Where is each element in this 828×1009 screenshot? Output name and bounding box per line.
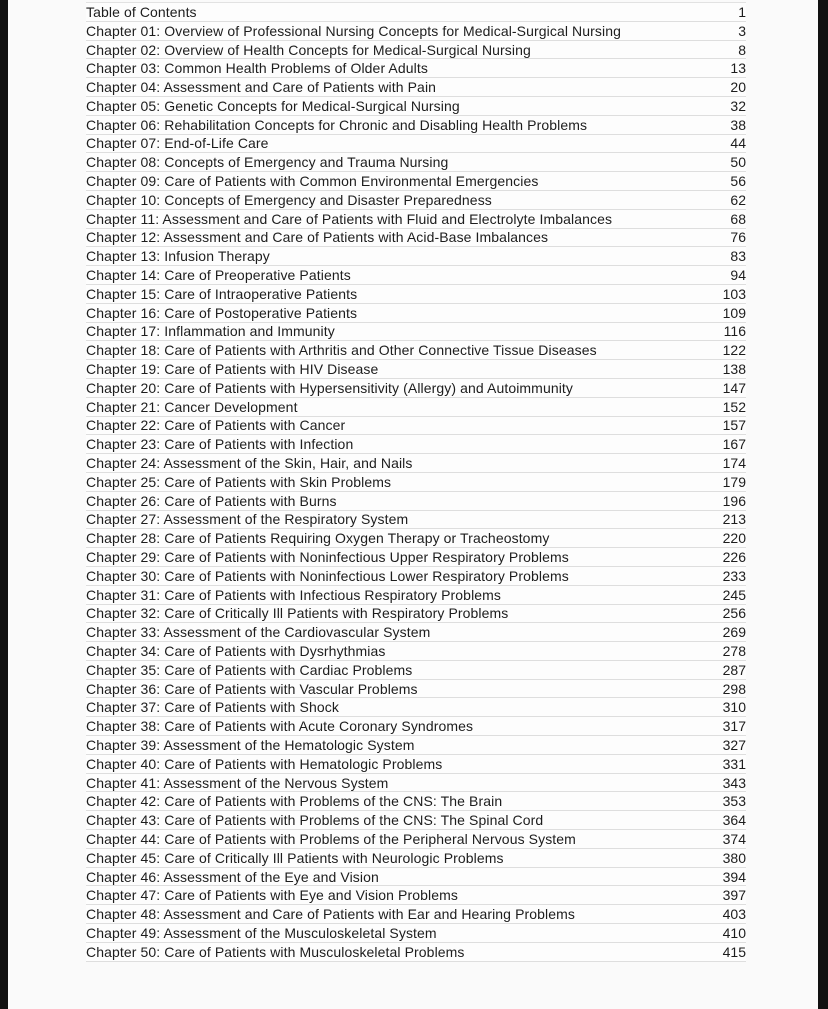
toc-entry-label: Chapter 09: Care of Patients with Common Environmental Emergencies [86,173,539,190]
toc-entry-page: 1 [738,3,746,20]
toc-entry-label: Chapter 20: Care of Patients with Hypersensitivity (Allergy) and Autoimmunity [86,379,574,396]
toc-entry-label: Chapter 07: End-of-Life Care [86,135,269,152]
toc-row [86,905,746,924]
toc-row [86,247,746,266]
toc-page [8,0,818,1009]
toc-row [86,304,746,323]
toc-entry-page: 394 [722,868,746,885]
toc-row [86,511,746,530]
toc-entry-label: Chapter 44: Care of Patients with Problems of the Peripheral Nervous System [86,830,576,847]
toc-entry-label: Chapter 35: Care of Patients with Cardiac Problems [86,661,413,678]
toc-entry-label: Chapter 19: Care of Patients with HIV Disease [86,361,379,378]
toc-row [86,868,746,887]
toc-entry-page: 147 [722,379,746,396]
toc-row [86,661,746,680]
toc-entry-label: Chapter 30: Care of Patients with Noninfectious Lower Respiratory Problems [86,567,569,584]
toc-row [86,191,746,210]
toc-entry-page: 44 [730,135,746,152]
toc-row [86,849,746,868]
toc-row [86,886,746,905]
toc-entry-page: 310 [722,699,746,716]
toc-entry-label: Chapter 32: Care of Critically Ill Patients with Respiratory Problems [86,605,509,622]
toc-entry-page: 233 [722,567,746,584]
toc-row [86,623,746,642]
toc-entry-label: Chapter 33: Assessment of the Cardiovascular System [86,624,431,641]
toc-entry-label: Chapter 05: Genetic Concepts for Medical-Surgical Nursing [86,97,460,114]
toc-row [86,586,746,605]
toc-entry-page: 103 [722,285,746,302]
toc-entry-page: 220 [722,530,746,547]
toc-entry-label: Chapter 25: Care of Patients with Skin Problems [86,473,392,490]
toc-entry-page: 317 [722,718,746,735]
toc-entry-page: 62 [730,191,746,208]
toc-entry-page: 256 [722,605,746,622]
toc-row [86,567,746,586]
toc-entry-page: 380 [722,849,746,866]
toc-entry-page: 8 [738,41,746,58]
toc-row [86,755,746,774]
toc-entry-page: 410 [722,924,746,941]
toc-entry-page: 298 [722,680,746,697]
toc-entry-label: Table of Contents [86,3,197,20]
toc-row [86,736,746,755]
toc-entry-page: 3 [738,22,746,39]
toc-entry-page: 353 [722,793,746,810]
toc-row [86,792,746,811]
page-left-border [0,0,8,1009]
toc-entry-label: Chapter 18: Care of Patients with Arthritis and Other Connective Tissue Diseases [86,342,597,359]
toc-entry-label: Chapter 04: Assessment and Care of Patients with Pain [86,79,437,96]
toc-entry-page: 278 [722,643,746,659]
toc-row [86,398,746,417]
toc-entry-page: 116 [723,323,746,340]
toc-row [86,698,746,717]
toc-entry-page: 397 [722,887,746,904]
toc-row [86,285,746,304]
toc-entry-label: Chapter 21: Cancer Development [86,398,298,415]
toc-entry-page: 138 [722,361,746,378]
toc-entry-label: Chapter 43: Care of Patients with Problems of the CNS: The Spinal Cord [86,812,544,829]
toc-row [86,78,746,97]
toc-entry-label: Chapter 40: Care of Patients with Hematologic Problems [86,755,443,772]
toc-row [86,153,746,172]
toc-entry-page: 109 [722,304,746,321]
toc-entry-label: Chapter 02: Overview of Health Concepts for Medical-Surgical Nursing [86,41,531,58]
toc-row [86,830,746,849]
toc-entry-label: Chapter 06: Rehabilitation Concepts for Chronic and Disabling Health Problems [86,116,588,133]
toc-row [86,172,746,191]
toc-entry-label: Chapter 01: Overview of Professional Nursing Concepts for Medical-Surgical Nursing [86,22,621,39]
toc-entry-page: 327 [722,736,746,753]
toc-entry-label: Chapter 13: Infusion Therapy [86,248,270,265]
toc-row [86,341,746,360]
toc-entry-page: 167 [722,436,746,453]
toc-row [86,943,746,962]
toc-entry-label: Chapter 23: Care of Patients with Infection [86,436,354,453]
toc-entry-label: Chapter 50: Care of Patients with Musculoskeletal Problems [86,943,465,960]
toc-entry-label: Chapter 12: Assessment and Care of Patients with Acid-Base Imbalances [86,229,549,246]
toc-entry-label: Chapter 36: Care of Patients with Vascular Problems [86,680,418,697]
toc-entry-page: 174 [722,455,746,472]
toc-entry-page: 38 [730,116,746,133]
toc-entry-page: 32 [730,97,746,114]
toc-entry-label: Chapter 31: Care of Patients with Infectious Respiratory Problems [86,586,502,603]
toc-row [86,266,746,285]
toc-entry-page: 245 [722,586,746,603]
toc-entry-page: 94 [730,267,746,284]
toc-row [86,323,746,342]
toc-entry-page: 76 [730,229,746,246]
toc-entry-page: 343 [722,774,746,791]
toc-row [86,473,746,492]
toc-entry-label: Chapter 03: Common Health Problems of Older Adults [86,60,428,77]
toc-entry-page: 13 [730,60,746,77]
toc-entry-label: Chapter 39: Assessment of the Hematologic System [86,736,415,753]
toc-row [86,97,746,116]
toc-entry-label: Chapter 42: Care of Patients with Problems of the CNS: The Brain [86,793,503,810]
toc-entry-page: 50 [730,154,746,171]
toc-entry-label: Chapter 27: Assessment of the Respiratory System [86,511,409,528]
toc-entry-label: Chapter 29: Care of Patients with Noninfectious Upper Respiratory Problems [86,549,569,566]
toc-entry-page: 179 [722,473,746,490]
toc-entry-page: 83 [730,248,746,265]
toc-entry-label: Chapter 15: Care of Intraoperative Patients [86,285,358,302]
toc-row [86,454,746,473]
page-right-border [818,0,828,1009]
toc-row [86,116,746,135]
toc-entry-label: Chapter 46: Assessment of the Eye and Vision [86,868,379,885]
toc-entry-label: Chapter 11: Assessment and Care of Patients with Fluid and Electrolyte Imbalances [86,210,613,227]
toc-row [86,548,746,567]
toc-entry-page: 364 [722,812,746,829]
table-of-contents [86,2,746,962]
toc-entry-page: 403 [722,906,746,923]
toc-row [86,811,746,830]
toc-row [86,59,746,78]
toc-row [86,680,746,699]
toc-entry-label: Chapter 08: Concepts of Emergency and Trauma Nursing [86,154,449,171]
toc-row [86,229,746,248]
toc-row [86,642,746,661]
toc-row [86,360,746,379]
toc-entry-label: Chapter 41: Assessment of the Nervous System [86,774,389,791]
toc-entry-page: 56 [730,173,746,190]
toc-row [86,924,746,943]
toc-row [86,379,746,398]
toc-row [86,492,746,511]
toc-entry-page: 152 [722,398,746,415]
toc-row [86,605,746,624]
toc-entry-page: 415 [722,943,746,960]
toc-entry-label: Chapter 16: Care of Postoperative Patients [86,304,358,321]
toc-row [86,41,746,60]
toc-entry-page: 287 [722,661,746,678]
toc-entry-page: 68 [730,210,746,227]
toc-entry-label: Chapter 49: Assessment of the Musculoskeletal System [86,924,437,941]
toc-row [86,22,746,41]
toc-row [86,774,746,793]
toc-entry-label: Chapter 45: Care of Critically Ill Patients with Neurologic Problems [86,849,504,866]
toc-entry-label: Chapter 48: Assessment and Care of Patients with Ear and Hearing Problems [86,906,575,923]
toc-entry-page: 157 [722,417,746,434]
toc-row [86,3,746,22]
toc-entry-label: Chapter 37: Care of Patients with Shock [86,699,339,716]
toc-entry-page: 226 [722,549,746,566]
toc-entry-page: 122 [722,342,746,359]
toc-entry-label: Chapter 17: Inflammation and Immunity [86,323,335,340]
toc-entry-label: Chapter 47: Care of Patients with Eye and Vision Problems [86,887,458,904]
toc-entry-page: 196 [722,492,746,509]
toc-row [86,135,746,154]
toc-row [86,417,746,436]
toc-entry-label: Chapter 28: Care of Patients Requiring Oxygen Therapy or Tracheostomy [86,530,550,547]
toc-entry-page: 20 [730,79,746,96]
toc-entry-page: 374 [722,830,746,847]
toc-entry-label: Chapter 22: Care of Patients with Cancer [86,417,346,434]
toc-entry-label: Chapter 10: Concepts of Emergency and Disaster Preparedness [86,191,492,208]
toc-row [86,210,746,229]
toc-row [86,435,746,454]
toc-entry-label: Chapter 14: Care of Preoperative Patients [86,267,351,284]
toc-entry-page: 331 [722,755,746,772]
toc-entry-label: Chapter 38: Care of Patients with Acute Coronary Syndromes [86,718,474,735]
toc-entry-label: Chapter 34: Care of Patients with Dysrhythmias [86,643,386,659]
toc-row [86,717,746,736]
toc-entry-page: 269 [722,624,746,641]
toc-entry-page: 213 [722,511,746,528]
toc-entry-label: Chapter 26: Care of Patients with Burns [86,492,337,509]
toc-entry-label: Chapter 24: Assessment of the Skin, Hair, and Nails [86,455,413,472]
toc-row [86,529,746,548]
